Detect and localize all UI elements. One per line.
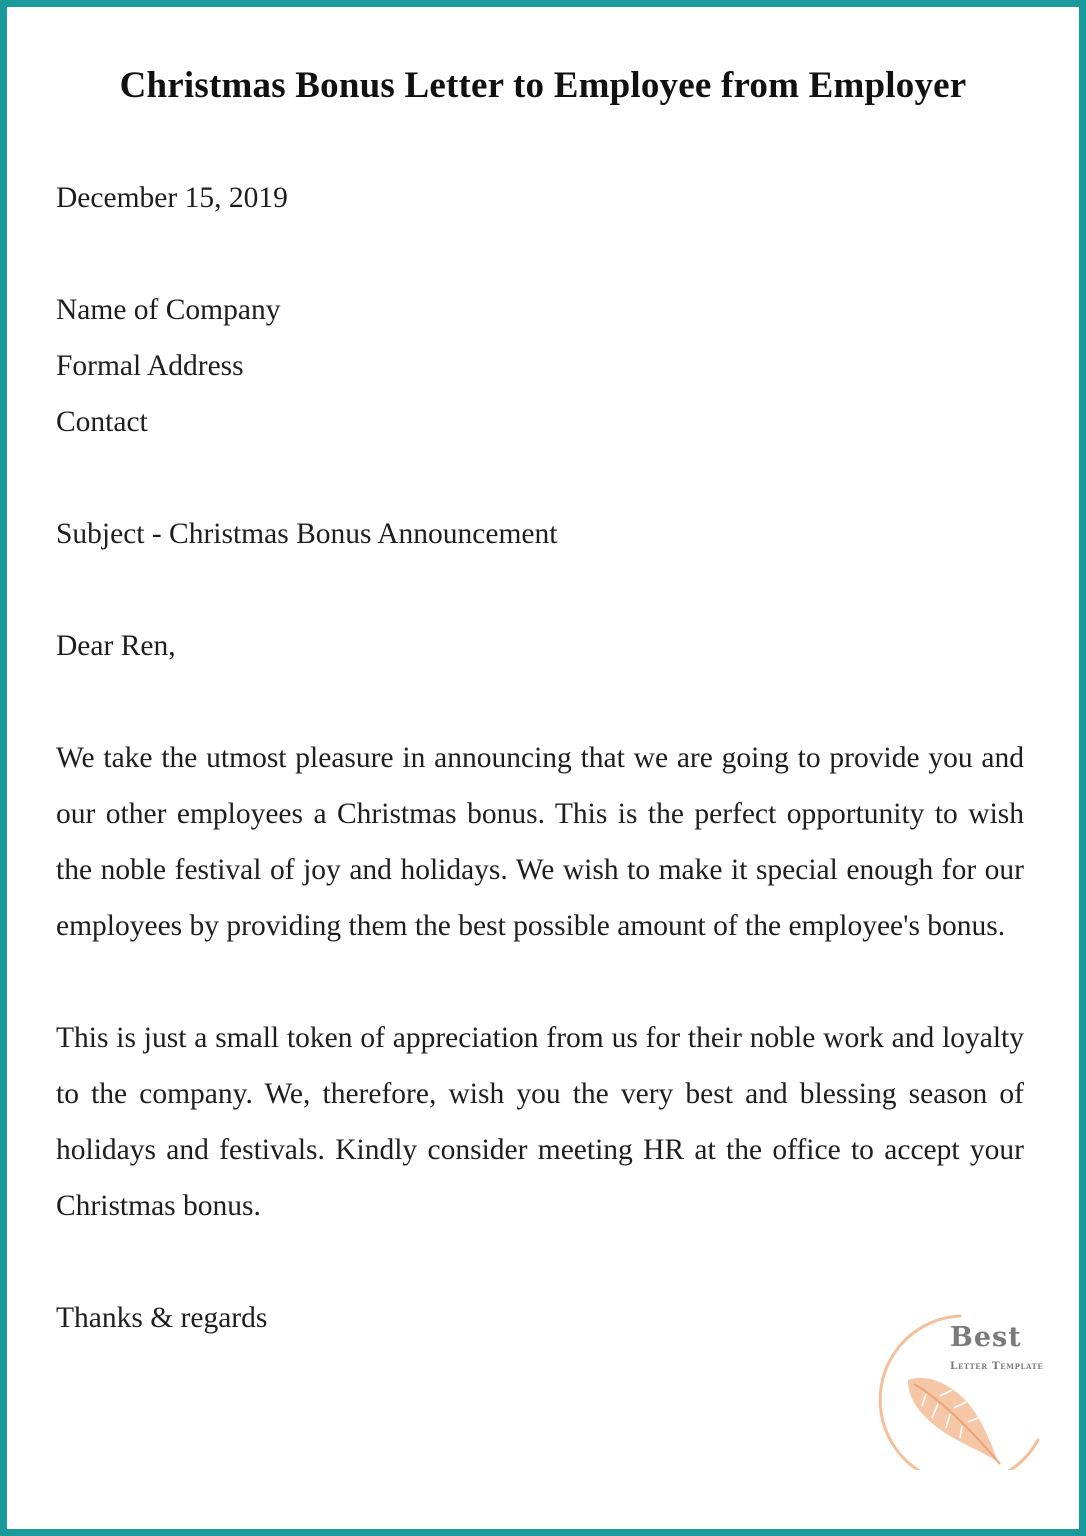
sender-address: Formal Address bbox=[56, 350, 244, 382]
logo-subtitle-text: Letter Template bbox=[950, 1360, 1044, 1372]
spacer bbox=[56, 450, 1024, 506]
letter-subject: Subject - Christmas Bonus Announcement bbox=[56, 518, 558, 550]
spacer bbox=[56, 562, 1024, 618]
body-paragraph-1: We take the utmost pleasure in announcing that we are going to provide you and our other employees a Christmas bonus. This is the perfect opportunity to wish the noble festival of joy and holidays. We wish to make it special enough for our employees by providing them the best possible amount of the employee's bonus. bbox=[56, 742, 1024, 942]
sender-company: Name of Company bbox=[56, 294, 281, 326]
body-paragraph-2: This is just a small token of appreciation from us for their noble work and loyalty to the company. We, therefore, wish you the very best and blessing season of holidays and festivals. Kindly consider meeting HR at the office to accept your Christmas bonus. bbox=[56, 1022, 1024, 1222]
spacer bbox=[56, 954, 1024, 1010]
sender-contact: Contact bbox=[56, 406, 148, 438]
spacer bbox=[56, 674, 1024, 730]
logo-best-text: Best bbox=[950, 1322, 1022, 1353]
document-title: Christmas Bonus Letter to Employee from Employer bbox=[119, 65, 967, 106]
spacer bbox=[56, 226, 1024, 282]
feather-icon bbox=[908, 1378, 1000, 1464]
closing: Thanks & regards bbox=[56, 1302, 268, 1334]
salutation: Dear Ren, bbox=[56, 630, 176, 662]
spacer bbox=[56, 1234, 1024, 1290]
letter-body bbox=[56, 170, 1024, 1346]
letter-date: December 15, 2019 bbox=[56, 182, 288, 214]
